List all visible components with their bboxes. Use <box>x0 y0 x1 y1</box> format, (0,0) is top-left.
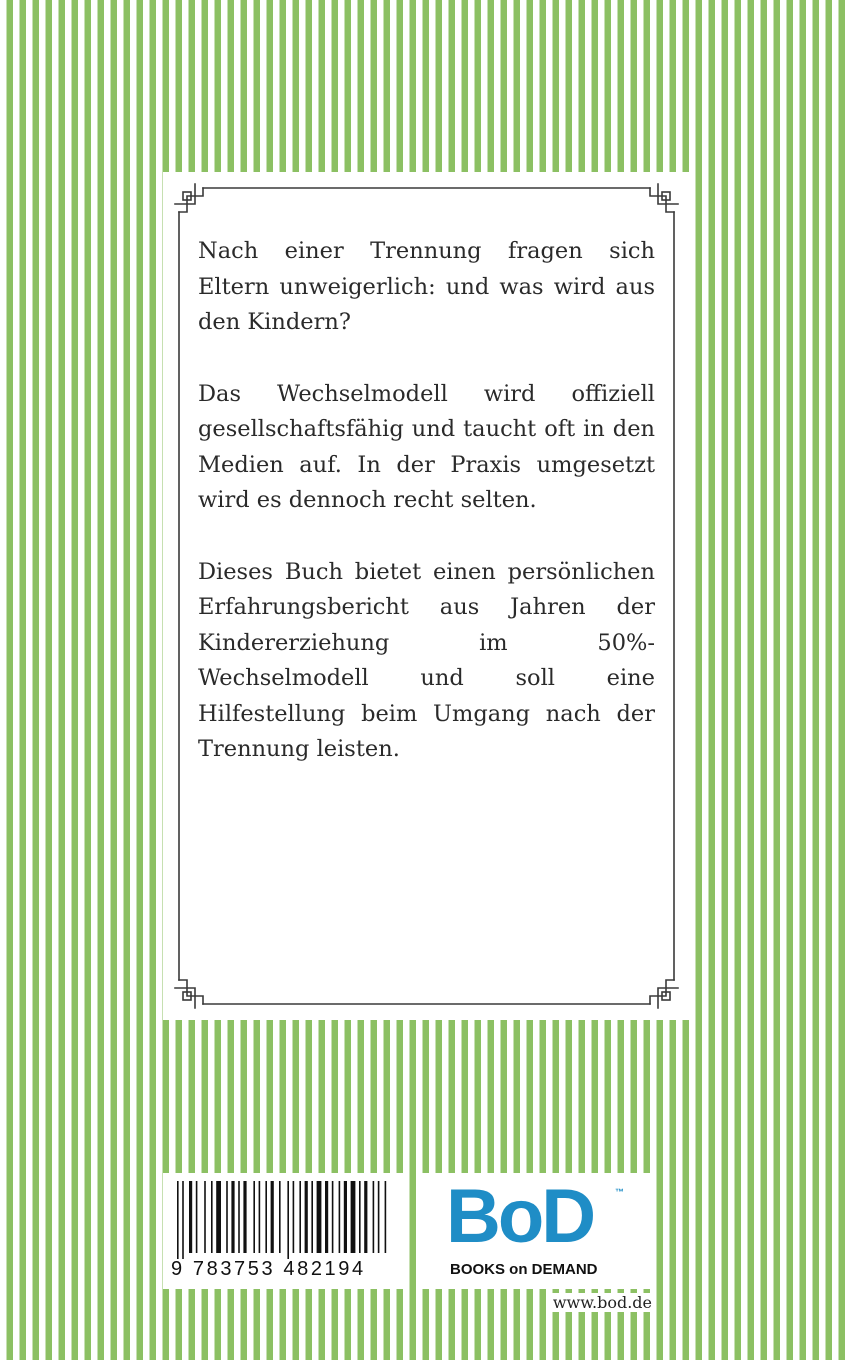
barcode-bar <box>243 1181 246 1253</box>
blurb-panel <box>163 172 690 1020</box>
blurb-paragraph-3: Dieses Buch bietet einen persönlichen Erfahrungsbericht aus Jahren der Kindererziehung im 50%-Wechselmodell und soll eine Hilfestellung beim Umgang nach der Trennung leisten. <box>198 558 655 762</box>
trademark-mark: ™ <box>615 1187 624 1197</box>
barcode-bar <box>259 1181 261 1253</box>
publisher-website: www.bod.de <box>552 1293 652 1312</box>
barcode-bar <box>189 1181 192 1253</box>
barcode-bar <box>378 1181 380 1253</box>
barcode-bar <box>364 1181 367 1253</box>
barcode-bar <box>204 1181 206 1253</box>
barcode-bar <box>305 1181 308 1253</box>
barcode-bar <box>253 1181 255 1253</box>
barcode-bar <box>265 1181 267 1253</box>
barcode-bar <box>332 1181 334 1253</box>
barcode-bar <box>311 1181 313 1253</box>
blurb-paragraph-2: Das Wechselmodell wird offiziell gesellschaftsfähig und taucht oft in den Medien auf. In der Praxis umgesetzt wird es dennoch recht selten. <box>198 380 655 513</box>
barcode-bar <box>293 1181 295 1253</box>
barcode-bar <box>231 1181 234 1253</box>
barcode-icon <box>173 1181 393 1259</box>
barcode-bar <box>182 1181 184 1259</box>
barcode-bar <box>325 1181 328 1253</box>
barcode-bar <box>373 1181 375 1253</box>
blurb-paragraph-1: Nach einer Trennung fragen sich Eltern unweigerlich: und was wird aus den Kindern? <box>198 238 655 335</box>
barcode-bar <box>196 1181 198 1253</box>
barcode-bar <box>351 1181 356 1253</box>
publisher-logo <box>418 1173 655 1289</box>
barcode-bar <box>339 1181 341 1253</box>
publisher-name: BOOKS on DEMAND <box>450 1261 598 1278</box>
barcode-bar <box>216 1181 221 1253</box>
barcode-bar <box>271 1181 274 1253</box>
barcode-bar <box>299 1181 301 1253</box>
bod-logo-letters: BoD <box>446 1174 594 1259</box>
isbn-number: 9 783753 482194 <box>171 1258 366 1280</box>
barcode-bar <box>287 1181 289 1259</box>
barcode-bar <box>317 1181 322 1253</box>
barcode-bar <box>226 1181 228 1253</box>
barcode-box <box>163 1173 403 1289</box>
barcode-bar <box>211 1181 213 1253</box>
barcode-bar <box>279 1181 281 1253</box>
barcode-bar <box>238 1181 240 1253</box>
barcode-bar <box>359 1181 361 1253</box>
barcode-bar <box>344 1181 347 1253</box>
barcode-bar <box>385 1181 387 1253</box>
barcode-bar <box>177 1181 179 1259</box>
blurb-text <box>198 234 655 804</box>
